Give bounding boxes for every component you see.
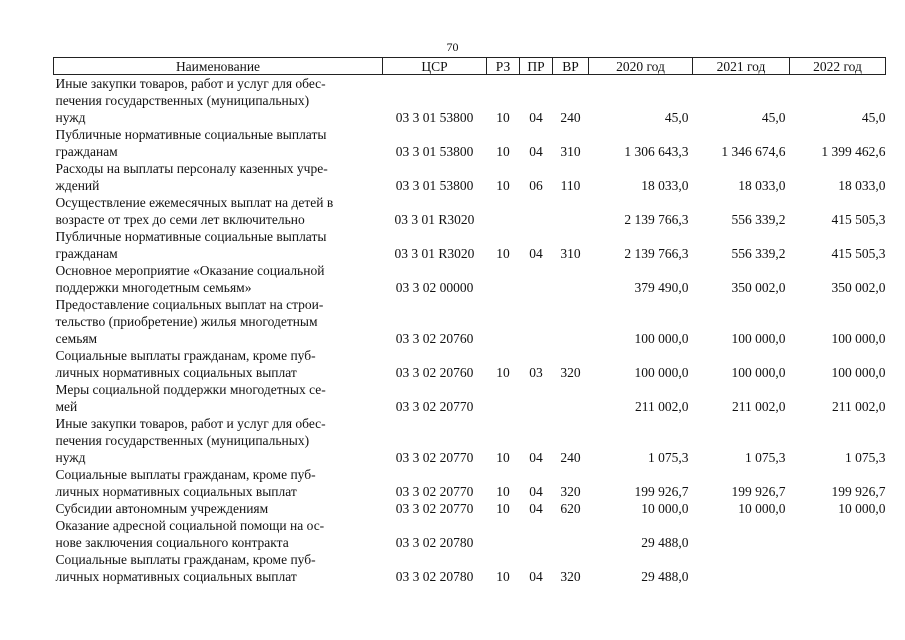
row-name [54, 160, 383, 194]
row-rz-code: 10 [496, 450, 510, 465]
row-amount-2022: 18 033,0 [838, 178, 886, 193]
table-row [54, 75, 886, 127]
row-csr-code: 03 3 02 20770 [395, 501, 474, 516]
budget-table [53, 57, 886, 585]
row-amount-2020: 45,0 [664, 110, 689, 125]
row-amount-2020: 100 000,0 [634, 331, 689, 346]
row-name-line: тельство (приобретение) жилья многодетным [55, 314, 318, 329]
column-header-pr: ПР [520, 58, 553, 75]
row-amount-2022: 45,0 [861, 110, 886, 125]
row-name [54, 296, 383, 347]
row-csr-code: 03 3 02 20770 [395, 450, 474, 465]
column-header-csr: ЦСР [383, 58, 487, 75]
row-pr-code [520, 517, 553, 551]
row-amount-2022: 10 000,0 [838, 501, 886, 516]
row-name-line: Осуществление ежемесячных выплат на детей в [55, 195, 334, 210]
row-amount-2021: 1 075,3 [745, 450, 786, 465]
row-rz-code: 10 [496, 365, 510, 380]
row-name-line: гражданам [55, 246, 118, 261]
row-amount-2020: 1 306 643,3 [624, 144, 689, 159]
row-amount-2021 [693, 517, 790, 551]
row-amount-2022: 1 075,3 [845, 450, 886, 465]
row-amount-2021: 556 339,2 [731, 246, 786, 261]
row-rz-code: 10 [496, 110, 510, 125]
row-rz-code: 10 [496, 501, 510, 516]
row-amount-2021 [693, 551, 790, 585]
row-amount-2021: 45,0 [761, 110, 786, 125]
row-amount-2022: 415 505,3 [831, 246, 886, 261]
row-amount-2022 [790, 517, 886, 551]
row-rz-code: 10 [496, 178, 510, 193]
row-csr-code: 03 3 02 20780 [395, 535, 474, 550]
row-csr-code: 03 3 02 20770 [395, 484, 474, 499]
row-name-line: ждений [55, 178, 100, 193]
row-name-line: Расходы на выплаты персоналу казенных учре- [55, 161, 328, 176]
row-name-line: нове заключения социального контракта [55, 535, 289, 550]
row-csr-code: 03 3 01 R3020 [394, 212, 475, 227]
table-row [54, 381, 886, 415]
row-rz-code: 10 [496, 569, 510, 584]
row-name-line: Социальные выплаты гражданам, кроме пуб- [55, 552, 316, 567]
row-pr-code: 04 [529, 246, 543, 261]
row-amount-2022: 415 505,3 [831, 212, 886, 227]
row-amount-2020: 29 488,0 [641, 569, 689, 584]
row-amount-2022: 211 002,0 [832, 399, 886, 414]
row-rz-code [487, 517, 520, 551]
row-amount-2021: 1 346 674,6 [721, 144, 786, 159]
row-name-line: поддержки многодетным семьям» [55, 280, 252, 295]
row-amount-2021: 211 002,0 [732, 399, 786, 414]
row-csr-code: 03 3 01 53800 [395, 178, 474, 193]
table-row [54, 296, 886, 347]
column-header-2020: 2020 год [589, 58, 693, 75]
row-amount-2020: 29 488,0 [641, 535, 689, 550]
row-rz-code [487, 194, 520, 228]
column-header-name: Наименование [54, 58, 383, 75]
row-name-line: печения государственных (муниципальных) [55, 93, 310, 108]
row-name [54, 347, 383, 381]
row-amount-2022: 100 000,0 [831, 365, 886, 380]
row-name [54, 262, 383, 296]
row-name-line: Предоставление социальных выплат на строи- [55, 297, 324, 312]
row-name [54, 381, 383, 415]
row-vr-code [553, 262, 589, 296]
row-csr-code: 03 3 01 53800 [395, 110, 474, 125]
row-rz-code [487, 381, 520, 415]
row-name-line: Социальные выплаты гражданам, кроме пуб- [55, 348, 316, 363]
row-name [54, 126, 383, 160]
table-row [54, 160, 886, 194]
row-amount-2022: 100 000,0 [831, 331, 886, 346]
row-vr-code [553, 517, 589, 551]
row-amount-2021: 100 000,0 [731, 331, 786, 346]
table-row [54, 347, 886, 381]
row-amount-2020: 1 075,3 [648, 450, 689, 465]
row-name-line: Субсидии автономным учреждениям [55, 501, 269, 516]
table-row [54, 500, 886, 517]
row-vr-code: 320 [560, 569, 581, 584]
row-vr-code: 620 [560, 501, 581, 516]
column-header-2021: 2021 год [693, 58, 790, 75]
row-amount-2021: 556 339,2 [731, 212, 786, 227]
row-amount-2021: 350 002,0 [731, 280, 786, 295]
row-rz-code [487, 296, 520, 347]
row-rz-code: 10 [496, 246, 510, 261]
page-number: 70 [446, 40, 459, 54]
row-vr-code [553, 194, 589, 228]
row-amount-2020: 379 490,0 [634, 280, 689, 295]
row-pr-code: 06 [529, 178, 543, 193]
row-name-line: Оказание адресной социальной помощи на ос- [55, 518, 325, 533]
row-vr-code [553, 381, 589, 415]
table-header [54, 58, 886, 75]
row-pr-code [520, 296, 553, 347]
row-name-line: Основное мероприятие «Оказание социальной [55, 263, 325, 278]
row-amount-2021: 100 000,0 [731, 365, 786, 380]
column-header-vr: ВР [553, 58, 589, 75]
row-pr-code: 04 [529, 450, 543, 465]
row-pr-code: 04 [529, 110, 543, 125]
table-row [54, 415, 886, 466]
row-amount-2022: 1 399 462,6 [821, 144, 886, 159]
row-pr-code: 04 [529, 501, 543, 516]
row-csr-code: 03 3 02 00000 [395, 280, 474, 295]
row-name-line: возрасте от трех до семи лет включительно [55, 212, 305, 227]
row-name-line: личных нормативных социальных выплат [55, 365, 297, 380]
row-csr-code: 03 3 02 20770 [395, 399, 474, 414]
row-name [54, 517, 383, 551]
row-name-line: нужд [55, 110, 86, 125]
column-header-rz: РЗ [487, 58, 520, 75]
row-vr-code: 240 [560, 450, 581, 465]
row-name [54, 194, 383, 228]
row-vr-code [553, 296, 589, 347]
table-row [54, 551, 886, 585]
row-pr-code: 03 [529, 365, 543, 380]
row-csr-code: 03 3 02 20780 [395, 569, 474, 584]
row-name-line: Публичные нормативные социальные выплаты [55, 229, 327, 244]
row-csr-code: 03 3 02 20760 [395, 365, 474, 380]
row-name [54, 466, 383, 500]
row-pr-code [520, 381, 553, 415]
table-body [54, 75, 886, 586]
row-name-line: Меры социальной поддержки многодетных се- [55, 382, 326, 397]
row-name-line: Социальные выплаты гражданам, кроме пуб- [55, 467, 316, 482]
row-vr-code: 320 [560, 484, 581, 499]
table-row [54, 466, 886, 500]
row-amount-2022: 199 926,7 [831, 484, 886, 499]
column-header-2022: 2022 год [790, 58, 886, 75]
row-name-line: Иные закупки товаров, работ и услуг для обес- [55, 416, 326, 431]
row-pr-code: 04 [529, 144, 543, 159]
row-amount-2020: 18 033,0 [641, 178, 689, 193]
row-amount-2022: 350 002,0 [831, 280, 886, 295]
row-amount-2022 [790, 551, 886, 585]
row-name [54, 75, 383, 127]
row-name-line: семьям [55, 331, 98, 346]
row-amount-2021: 18 033,0 [738, 178, 786, 193]
row-csr-code: 03 3 02 20760 [395, 331, 474, 346]
table-row [54, 194, 886, 228]
table-row [54, 517, 886, 551]
row-name-line: гражданам [55, 144, 118, 159]
row-name-line: личных нормативных социальных выплат [55, 569, 297, 584]
row-pr-code [520, 262, 553, 296]
row-csr-code: 03 3 01 R3020 [394, 246, 475, 261]
row-vr-code: 110 [560, 178, 581, 193]
row-amount-2020: 2 139 766,3 [624, 212, 689, 227]
row-amount-2020: 199 926,7 [634, 484, 689, 499]
row-amount-2021: 199 926,7 [731, 484, 786, 499]
row-vr-code: 320 [560, 365, 581, 380]
row-amount-2020: 10 000,0 [641, 501, 689, 516]
row-csr-code: 03 3 01 53800 [395, 144, 474, 159]
row-amount-2020: 211 002,0 [635, 399, 689, 414]
row-name [54, 415, 383, 466]
row-pr-code: 04 [529, 484, 543, 499]
table-row [54, 262, 886, 296]
row-name-line: Иные закупки товаров, работ и услуг для обес- [55, 76, 326, 91]
row-vr-code: 310 [560, 144, 581, 159]
row-amount-2021: 10 000,0 [738, 501, 786, 516]
row-vr-code: 240 [560, 110, 581, 125]
table-row [54, 228, 886, 262]
row-name-line: мей [55, 399, 78, 414]
table-row [54, 126, 886, 160]
row-name [54, 228, 383, 262]
row-amount-2020: 100 000,0 [634, 365, 689, 380]
row-rz-code [487, 262, 520, 296]
row-amount-2020: 2 139 766,3 [624, 246, 689, 261]
row-name-line: Публичные нормативные социальные выплаты [55, 127, 327, 142]
row-name [54, 551, 383, 585]
row-name [54, 500, 383, 517]
row-name-line: личных нормативных социальных выплат [55, 484, 297, 499]
row-vr-code: 310 [560, 246, 581, 261]
row-rz-code: 10 [496, 144, 510, 159]
row-pr-code: 04 [529, 569, 543, 584]
row-name-line: нужд [55, 450, 86, 465]
row-name-line: печения государственных (муниципальных) [55, 433, 310, 448]
row-pr-code [520, 194, 553, 228]
row-rz-code: 10 [496, 484, 510, 499]
